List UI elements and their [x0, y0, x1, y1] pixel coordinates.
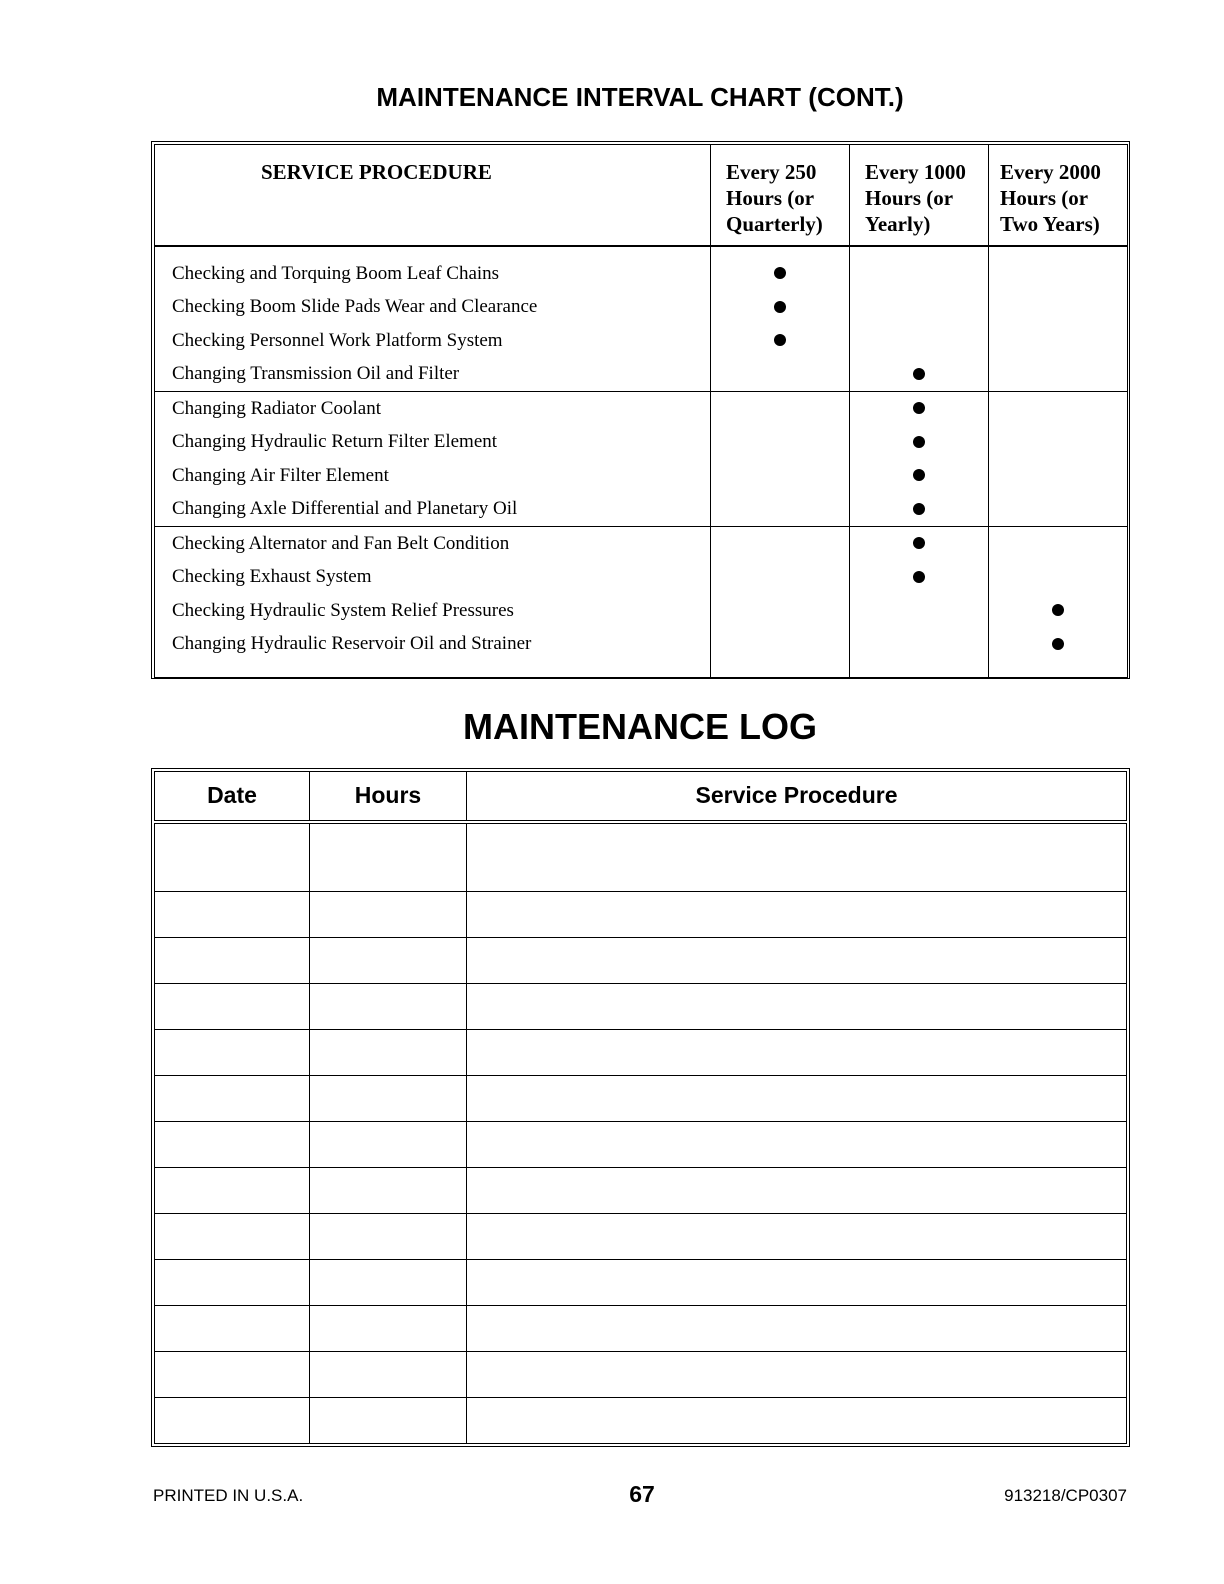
log-cell-procedure — [467, 1029, 1127, 1075]
log-cell-procedure — [467, 1397, 1127, 1443]
log-cell-procedure — [467, 1305, 1127, 1351]
interval-dot-lines — [850, 247, 988, 391]
interval-mark-slot — [711, 627, 849, 661]
header-2000-line-1: Every 2000 — [1000, 160, 1101, 184]
bullet-icon — [1052, 604, 1064, 616]
procedure-cell — [155, 391, 711, 526]
log-row — [155, 1075, 1127, 1121]
procedure-text: Checking Alternator and Fan Belt Condition — [172, 532, 510, 554]
log-header-hours: Hours — [310, 772, 467, 823]
interval-mark-slot — [989, 425, 1127, 459]
header-250-line-3: Quarterly) — [726, 212, 823, 236]
log-cell-hours — [310, 1167, 467, 1213]
interval-cell-h2000 — [989, 391, 1128, 526]
procedure-text: Changing Axle Differential and Planetary Oil — [172, 498, 518, 519]
log-cell-date — [155, 1167, 310, 1213]
interval-mark-slot — [711, 425, 849, 459]
log-cell-hours — [310, 1213, 467, 1259]
interval-group-row — [155, 391, 1128, 526]
interval-mark-slot — [711, 290, 849, 324]
log-cell-date — [155, 1121, 310, 1167]
interval-dot-lines — [711, 527, 849, 661]
interval-mark-slot — [989, 324, 1127, 358]
log-cell-date — [155, 983, 310, 1029]
header-2000-line-2: Hours (or — [1000, 186, 1089, 210]
interval-cell-h250 — [711, 526, 850, 677]
header-1000-line-2: Hours (or — [865, 186, 954, 210]
interval-mark-slot — [989, 527, 1127, 561]
header-250-line-2: Hours (or — [726, 186, 815, 210]
interval-dot-lines — [850, 527, 988, 661]
interval-mark-slot — [850, 357, 988, 391]
log-cell-date — [155, 1305, 310, 1351]
log-row — [155, 1121, 1127, 1167]
log-cell-procedure — [467, 1121, 1127, 1167]
interval-mark-slot — [711, 459, 849, 493]
interval-mark-slot — [989, 560, 1127, 594]
maintenance-log-table — [154, 771, 1127, 1444]
interval-dot-lines — [711, 392, 849, 526]
procedure-text: Checking Hydraulic System Relief Pressures — [172, 599, 514, 621]
log-cell-hours — [310, 1397, 467, 1443]
log-cell-date — [155, 1259, 310, 1305]
log-row — [155, 891, 1127, 937]
interval-mark-slot — [850, 560, 988, 594]
procedure-text: Checking Personnel Work Platform System — [172, 329, 503, 351]
interval-mark-slot — [850, 527, 988, 561]
interval-dot-lines — [850, 392, 988, 526]
procedure-lines — [155, 247, 710, 391]
log-cell-procedure — [467, 891, 1127, 937]
interval-header-row — [155, 145, 1128, 246]
procedure-text: Changing Air Filter Element — [172, 464, 389, 486]
log-cell-hours — [310, 1121, 467, 1167]
header-service-procedure: SERVICE PROCEDURE — [155, 145, 711, 246]
interval-mark-slot — [989, 392, 1127, 426]
log-cell-date — [155, 937, 310, 983]
interval-mark-slot — [989, 627, 1127, 661]
procedure-text: Changing Radiator Coolant — [172, 397, 381, 419]
interval-dot-lines — [989, 247, 1127, 391]
procedure-text: Changing Hydraulic Return Filter Element — [172, 431, 498, 452]
log-cell-hours — [310, 891, 467, 937]
log-row — [155, 1305, 1127, 1351]
footer-printed-in: PRINTED IN U.S.A. — [153, 1486, 304, 1505]
interval-chart-table — [154, 144, 1128, 678]
log-row — [155, 822, 1127, 891]
interval-mark-slot — [989, 459, 1127, 493]
log-cell-procedure — [467, 822, 1127, 891]
bullet-icon — [913, 503, 925, 515]
log-row — [155, 1397, 1127, 1443]
interval-mark-slot — [989, 594, 1127, 628]
log-cell-date — [155, 1075, 310, 1121]
header-2000-line-3: Two Years) — [1000, 212, 1100, 236]
interval-mark-slot — [711, 357, 849, 391]
log-header-service-procedure: Service Procedure — [467, 772, 1127, 823]
log-cell-date — [155, 1397, 310, 1443]
log-cell-hours — [310, 1075, 467, 1121]
procedure-cell — [155, 246, 711, 392]
interval-dot-lines — [989, 392, 1127, 526]
interval-mark-slot — [989, 492, 1127, 526]
header-1000-line-3: Yearly) — [865, 212, 931, 236]
interval-dot-lines — [989, 527, 1127, 661]
log-cell-date — [155, 1351, 310, 1397]
header-every-2000 — [989, 145, 1128, 246]
interval-mark-slot — [850, 627, 988, 661]
interval-mark-slot — [989, 290, 1127, 324]
procedure-text: Checking Exhaust System — [172, 566, 372, 587]
maintenance-log-frame — [151, 768, 1130, 1447]
interval-mark-slot — [850, 594, 988, 628]
log-cell-hours — [310, 1305, 467, 1351]
interval-mark-slot — [850, 425, 988, 459]
log-header-row — [155, 772, 1127, 823]
interval-mark-slot — [989, 357, 1127, 391]
log-cell-hours — [310, 937, 467, 983]
interval-cell-h250 — [711, 246, 850, 392]
interval-cell-h2000 — [989, 246, 1128, 392]
interval-mark-slot — [711, 560, 849, 594]
log-row — [155, 983, 1127, 1029]
log-row — [155, 1029, 1127, 1075]
log-cell-procedure — [467, 1075, 1127, 1121]
bullet-icon — [913, 469, 925, 481]
header-every-250 — [711, 145, 850, 246]
log-cell-hours — [310, 983, 467, 1029]
interval-cell-h1000 — [850, 526, 989, 677]
procedure-text: Checking and Torquing Boom Leaf Chains — [172, 262, 500, 284]
bullet-icon — [774, 301, 786, 313]
procedure-cell — [155, 526, 711, 677]
interval-mark-slot — [850, 492, 988, 526]
log-cell-date — [155, 1029, 310, 1075]
bullet-icon — [913, 402, 925, 414]
interval-cell-h1000 — [850, 246, 989, 392]
log-row — [155, 1259, 1127, 1305]
log-row — [155, 937, 1127, 983]
log-cell-hours — [310, 822, 467, 891]
interval-dot-lines — [711, 247, 849, 391]
interval-chart-body — [155, 246, 1128, 678]
interval-mark-slot — [850, 290, 988, 324]
bullet-icon — [913, 571, 925, 583]
log-cell-procedure — [467, 1259, 1127, 1305]
bullet-icon — [774, 334, 786, 346]
interval-mark-slot — [711, 324, 849, 358]
interval-mark-slot — [850, 459, 988, 493]
log-cell-hours — [310, 1259, 467, 1305]
bullet-icon — [913, 436, 925, 448]
procedure-text: Changing Transmission Oil and Filter — [172, 363, 460, 384]
log-header-date: Date — [155, 772, 310, 823]
interval-chart-title: MAINTENANCE INTERVAL CHART (CONT.) — [376, 82, 904, 112]
log-cell-procedure — [467, 1351, 1127, 1397]
interval-mark-slot — [711, 392, 849, 426]
log-cell-procedure — [467, 1167, 1127, 1213]
log-row — [155, 1167, 1127, 1213]
interval-cell-h2000 — [989, 526, 1128, 677]
interval-chart-frame — [151, 141, 1130, 679]
interval-mark-slot — [711, 492, 849, 526]
log-cell-hours — [310, 1029, 467, 1075]
procedure-text: Changing Hydraulic Reservoir Oil and Strainer — [172, 633, 532, 654]
bullet-icon — [1052, 638, 1064, 650]
log-cell-procedure — [467, 937, 1127, 983]
procedure-lines — [155, 527, 710, 677]
interval-group-row — [155, 246, 1128, 392]
bullet-icon — [913, 368, 925, 380]
header-250-line-1: Every 250 — [726, 160, 817, 184]
interval-mark-slot — [850, 392, 988, 426]
log-cell-procedure — [467, 983, 1127, 1029]
maintenance-log-body — [155, 822, 1127, 1444]
footer-page-number: 67 — [629, 1481, 655, 1507]
interval-mark-slot — [711, 527, 849, 561]
interval-mark-slot — [850, 257, 988, 291]
log-cell-hours — [310, 1351, 467, 1397]
bullet-icon — [913, 537, 925, 549]
log-row — [155, 1213, 1127, 1259]
interval-mark-slot — [850, 324, 988, 358]
log-cell-procedure — [467, 1213, 1127, 1259]
bullet-icon — [774, 267, 786, 279]
log-cell-date — [155, 1213, 310, 1259]
procedure-text: Checking Boom Slide Pads Wear and Clearance — [172, 296, 538, 317]
header-1000-line-1: Every 1000 — [865, 160, 966, 184]
interval-mark-slot — [711, 594, 849, 628]
interval-cell-h1000 — [850, 391, 989, 526]
interval-mark-slot — [711, 257, 849, 291]
interval-mark-slot — [989, 257, 1127, 291]
maintenance-log-title: MAINTENANCE LOG — [463, 706, 817, 747]
procedure-lines — [155, 392, 710, 526]
log-cell-date — [155, 822, 310, 891]
log-row — [155, 1351, 1127, 1397]
log-cell-date — [155, 891, 310, 937]
interval-group-row — [155, 526, 1128, 677]
header-every-1000 — [850, 145, 989, 246]
footer-document-code: 913218/CP0307 — [1004, 1486, 1127, 1505]
interval-cell-h250 — [711, 391, 850, 526]
